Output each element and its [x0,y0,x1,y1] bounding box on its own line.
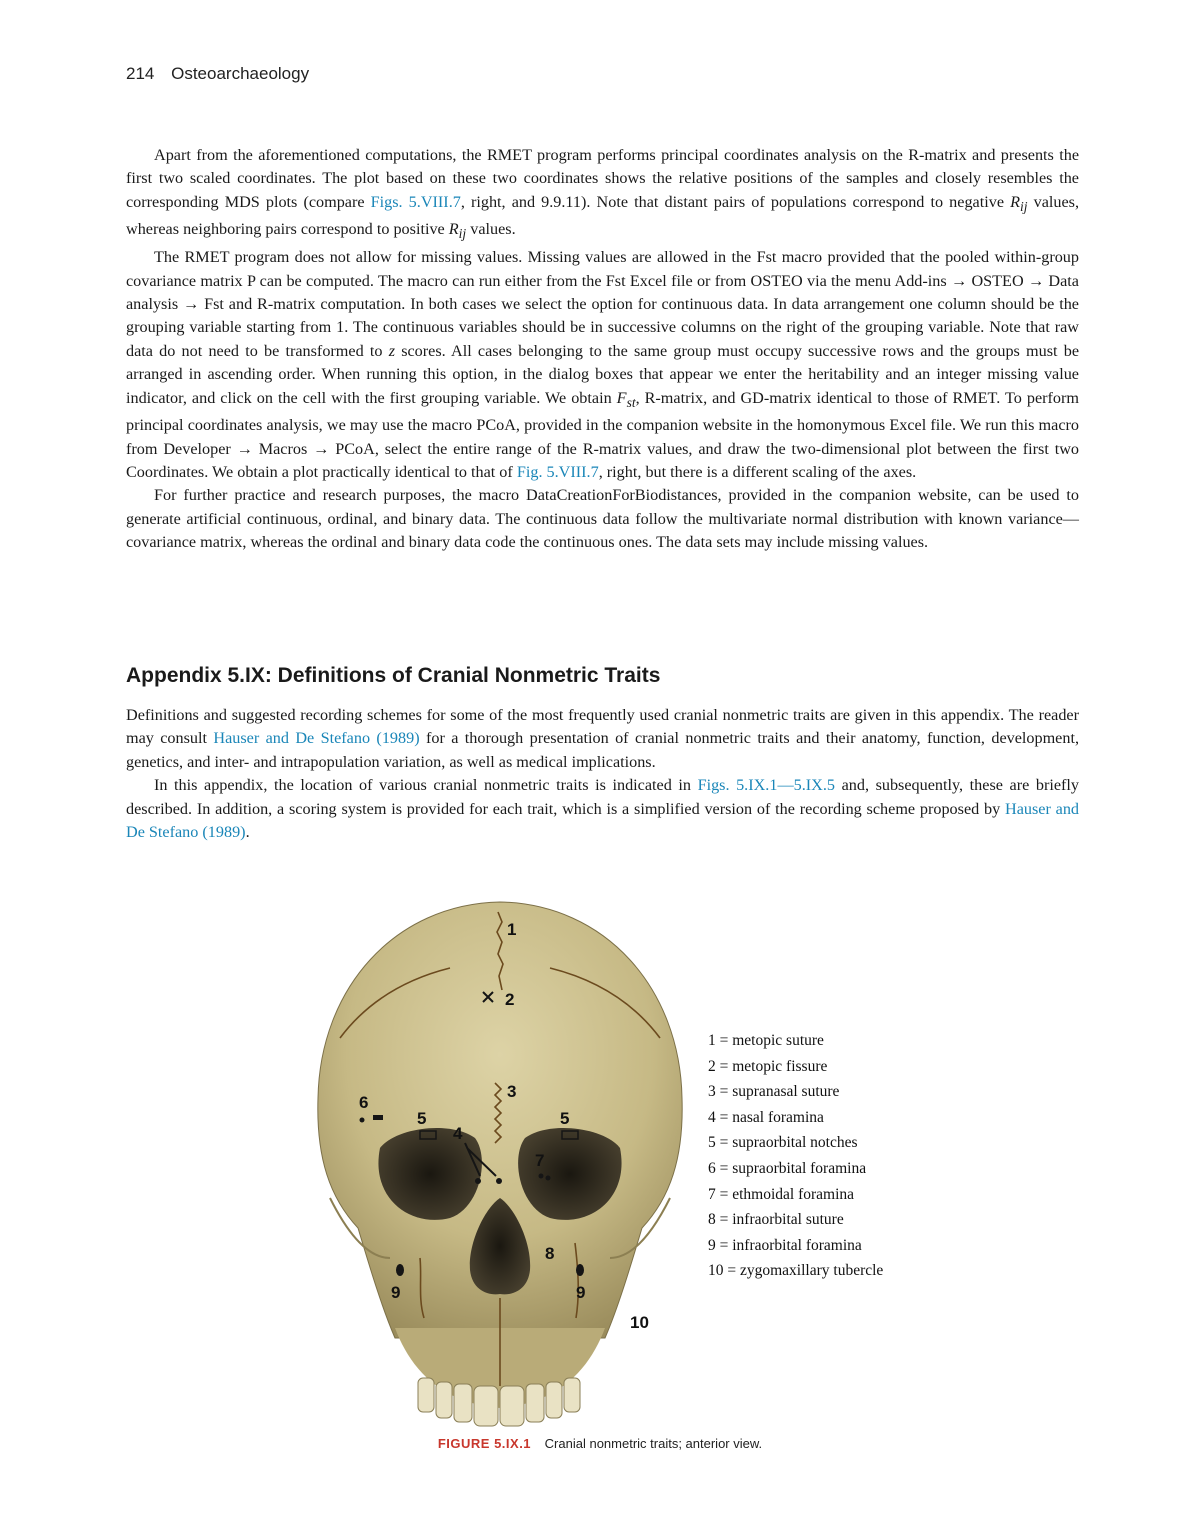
legend-item: 2 = metopic fissure [708,1057,828,1075]
legend-item: 6 = supraorbital foramina [708,1159,867,1177]
legend-item: 10 = zygomaxillary tubercle [708,1262,884,1280]
running-head [126,64,309,84]
figure-legend [708,1028,883,1284]
marker-9-right: 9 [391,1283,401,1302]
figure-link[interactable]: Figs. 5.IX.1—5.IX.5 [697,776,835,795]
body-text-appendix [126,704,1079,844]
caption-label: FIGURE 5.IX.1 [437,1436,532,1451]
marker-5-left: 5 [560,1109,570,1128]
citation-link[interactable]: Hauser and De Stefano (1989) [213,729,420,748]
legend-item: 1 = metopic suture [708,1032,824,1049]
marker-4: 4 [453,1124,463,1143]
running-title: Osteoarchaeology [171,64,310,83]
figure-link[interactable]: Fig. 5.VIII.7 [516,462,599,481]
figure-link[interactable]: Figs. 5.VIII.7 [370,192,461,211]
marker-1: 1 [507,920,517,939]
paragraph-5: In this appendix, the location of various cranial nonmetric traits is indicated in Figs. 5.IX.1—5.IX.5 and, subsequently, these are briefly described. In addition, a scoring system is provided for each trait, which is a simplified version of the recording scheme proposed by Hauser and De Stefano (1989). [126,776,1080,842]
paragraph-1: Apart from the aforementioned computations, the RMET program performs principal coordinates analysis on the R-matrix and presents the first two scaled coordinates. The plot based on these two coordinates shows the relative positions of the samples and closely resembles the corresponding MDS plots (compare Figs. 5.VIII.7, right, and 9.9.11). Note that distant pairs of populations correspond to negative $R_{ij}$ values, whereas neighboring pairs correspond to positive $R_{ij}$ values. [126,146,1080,242]
paragraph-4: Definitions and suggested recording schemes for some of the most frequently used cranial nonmetric traits are given in this appendix. The reader may consult Hauser and De Stefano (1989) for a thorough presentation of cranial nonmetric traits and their anatomy, function, development, genetics, and inter- and intrapopulation variation, as well as medical implications. [126,706,1079,771]
paragraph-3: For further practice and research purposes, the macro DataCreationForBiodistances, provided in the companion website, can be used to generate artificial continuous, ordinal, and binary data. The continuous data follow the multivariate normal distribution with known variance—covariance matrix, whereas the ordinal and binary data code the continuous ones. The data sets may include missing values. [126,486,1079,552]
marker-2: 2 [505,990,515,1009]
marker-8: 8 [545,1244,555,1263]
marker-7: 7 [535,1151,545,1170]
body-text-top [126,144,1079,555]
legend-item: 7 = ethmoidal foramina [708,1185,855,1203]
marker-6: 6 [359,1093,369,1112]
legend-item: 8 = infraorbital suture [708,1211,844,1229]
citation-link[interactable]: Hauser and De Stefano (1989) [126,799,1080,842]
marker-3: 3 [507,1082,517,1101]
marker-5-right: 5 [417,1109,427,1128]
figure-caption [0,1436,1200,1451]
marker-9-left: 9 [576,1283,586,1302]
page-number: 214 [126,64,155,83]
paragraph-2: The RMET program does not allow for missing values. Missing values are allowed in the Fst macro provided that the pooled within-group covariance matrix P can be computed. The macro can run either from the Fst Excel file or from OSTEO via the menu Add-ins → OSTEO → Data analysis → Fst and R-matrix computation. In both cases we select the option for continuous data. In data arrangement one column should be the grouping variable starting from 1. The continuous variables should be in successive columns on the right of the grouping variable. Note that raw data do not need to be transformed to z scores. All cases belonging to the same group must occupy successive rows and the groups must be arranged in ascending order. When running this option, in the dialog boxes that appear we enter the heritability and an integer missing value indicator, and click on the cell with the first grouping variable. We obtain $F_{st}$, R-matrix, and GD-matrix identical to those of RMET. To perform principal coordinates analysis, we may use the macro PCoA, provided in the companion website in the homonymous Excel file. We run this macro from Developer → Macros → PCoA, select the entire range of the R-matrix values, and draw the two-dimensional plot between the first two Coordinates. We obtain a plot practically identical to that of Fig. 5.VIII.7, right, but there is a different scaling of the axes. [126,248,1080,481]
marker-10: 10 [630,1313,649,1332]
skull-figure [300,898,700,1433]
skull-illustration [300,898,700,1433]
section-heading: Appendix 5.IX: Definitions of Cranial Nonmetric Traits [126,664,661,687]
caption-text: Cranial nonmetric traits; anterior view. [544,1436,763,1451]
legend-item: 4 = nasal foramina [708,1108,824,1126]
legend-item: 5 = supraorbital notches [708,1134,858,1152]
legend-item: 9 = infraorbital foramina [708,1236,862,1254]
legend-item: 3 = supranasal suture [708,1083,840,1101]
